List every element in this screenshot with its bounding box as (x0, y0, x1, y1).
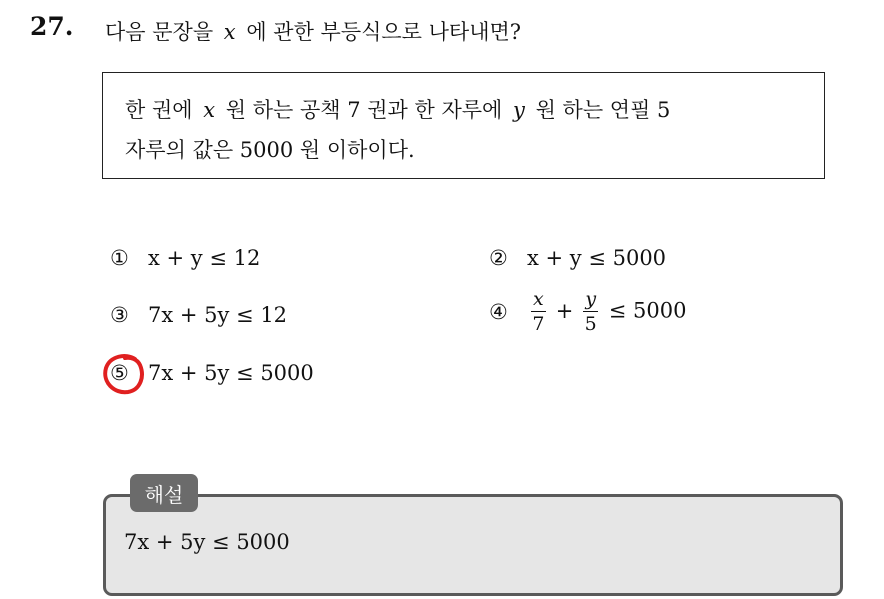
question-text-before: 다음 문장을 (105, 20, 214, 44)
fraction-2-denominator: 5 (584, 313, 597, 335)
choice-2[interactable] (489, 246, 666, 270)
choice-1[interactable] (110, 246, 260, 270)
fraction-2-numerator: y (585, 288, 597, 310)
choice-3-marker: ③ (110, 303, 129, 327)
condition-line-2: 자루의 값은 5000 원 이하이다. (125, 138, 415, 162)
question-variable: x (223, 20, 236, 44)
choice-1-marker: ① (110, 246, 129, 270)
explanation-tab: 해설 (130, 474, 198, 512)
question-text-after: 에 관한 부등식으로 나타내면? (246, 20, 522, 44)
condition-var-x: x (203, 98, 216, 122)
choice-3-formula: 7x + 5y ≤ 12 (148, 303, 288, 327)
question-text (105, 16, 521, 46)
choice-2-formula: x + y ≤ 5000 (527, 246, 667, 270)
fraction-1-numerator: x (533, 288, 544, 310)
choice-5[interactable] (110, 361, 314, 385)
condition-line-1 (125, 90, 824, 130)
explanation-text: 7x + 5y ≤ 5000 (124, 530, 290, 554)
question-number: 27. (30, 12, 74, 41)
condition-text-b: 원 하는 공책 7 권과 한 자루에 (225, 98, 503, 122)
choice-1-formula: x + y ≤ 12 (148, 246, 261, 270)
fraction-y-over-5 (583, 290, 598, 334)
condition-text-c: 원 하는 연필 5 (535, 98, 671, 122)
fraction-x-over-7 (531, 290, 546, 334)
plus-sign: + (555, 298, 574, 323)
choice-5-formula: 7x + 5y ≤ 5000 (148, 361, 314, 385)
choice-2-marker: ② (489, 246, 508, 270)
choice-5-marker: ⑤ (110, 361, 129, 385)
choice-4[interactable] (489, 290, 686, 334)
choice-4-formula (527, 290, 686, 334)
condition-var-y: y (513, 98, 525, 122)
fraction-1-denominator: 7 (532, 313, 545, 335)
choice-4-tail: ≤ 5000 (608, 298, 687, 323)
choice-4-marker: ④ (489, 300, 508, 324)
choice-3[interactable] (110, 303, 287, 327)
condition-box (102, 72, 825, 179)
condition-text-a: 한 권에 (125, 98, 193, 122)
